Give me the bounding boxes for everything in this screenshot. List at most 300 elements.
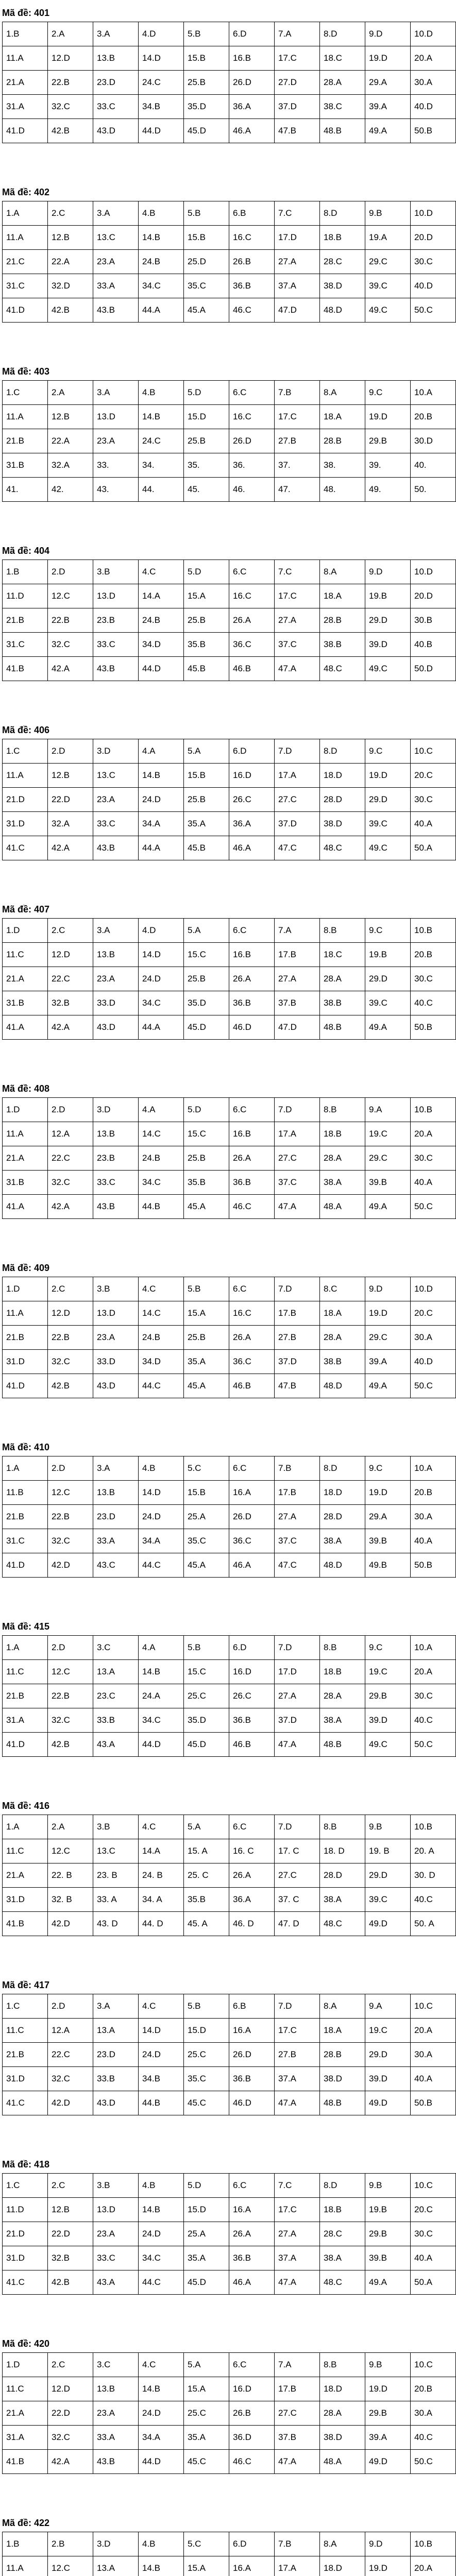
answer-cell: 41.D [3,1374,48,1398]
answer-cell: 45.A [184,298,229,323]
answer-cell: 22.C [48,1146,93,1171]
answer-cell: 32.C [48,2067,93,2091]
answer-cell: 30.B [411,608,456,633]
answer-cell: 29.D [365,1863,411,1888]
answer-cell: 45.A [184,1195,229,1219]
answer-cell: 35.C [184,274,229,298]
answer-table [2,1277,456,1398]
answer-cell: 16.A [229,2019,275,2043]
answer-cell: 16.C [229,226,275,250]
answer-cell: 22. B [48,1863,93,1888]
answer-cell: 3.A [93,919,139,943]
answer-cell: 49.D [365,1912,411,1936]
answer-cell: 10.C [411,1994,456,2019]
answer-cell: 28.A [320,1146,365,1171]
answer-cell: 13.C [93,764,139,788]
answer-cell: 29.B [365,2401,411,2426]
answer-cell: 26.D [229,429,275,453]
answer-cell: 14.C [139,1122,184,1146]
answer-cell: 1.C [3,2174,48,2198]
answer-cell: 22.B [48,608,93,633]
answer-cell: 17.B [275,1301,320,1326]
answer-cell: 41. [3,478,48,502]
answer-cell: 21.B [3,1684,48,1708]
answer-cell: 36.D [229,2426,275,2450]
answer-cell: 20.B [411,2377,456,2401]
answer-cell: 19.D [365,405,411,429]
answer-cell: 19.C [365,1122,411,1146]
answer-cell: 47.B [275,1374,320,1398]
answer-cell: 49.A [365,2270,411,2295]
answer-row [3,812,456,836]
answer-cell: 27.B [275,1326,320,1350]
exam-code-section [2,183,433,352]
answer-cell: 27.D [275,71,320,95]
answer-cell: 49.C [365,657,411,681]
answer-cell: 1.C [3,739,48,764]
answer-cell: 45. A [184,1912,229,1936]
answer-table [2,2352,456,2474]
answer-cell: 42. [48,478,93,502]
answer-cell: 41.D [3,1733,48,1757]
answer-cell: 32.A [48,812,93,836]
answer-cell: 29.C [365,1326,411,1350]
answer-cell: 45.B [184,836,229,860]
answer-cell: 16.C [229,405,275,429]
answer-cell: 49.C [365,836,411,860]
exam-code-title: Mã đề: 418 [2,2159,50,2170]
answer-cell: 3.C [93,2353,139,2377]
answer-cell: 33. A [93,1888,139,1912]
answer-row [3,1326,456,1350]
answer-cell: 3.A [93,1994,139,2019]
answer-cell: 10.C [411,2353,456,2377]
answer-cell: 12.D [48,943,93,967]
answer-cell: 30.A [411,1505,456,1529]
answer-cell: 47.A [275,657,320,681]
answer-cell: 17.C [275,584,320,608]
answer-cell: 20.C [411,1301,456,1326]
answer-cell: 34.C [139,1708,184,1733]
answer-cell: 43.B [93,298,139,323]
answer-cell: 49.C [365,298,411,323]
answer-cell: 6.C [229,1277,275,1301]
answer-cell: 2.D [48,1994,93,2019]
answer-cell: 10.A [411,1456,456,1481]
answer-cell: 23.A [93,2401,139,2426]
answer-cell: 24.C [139,71,184,95]
answer-cell: 39.D [365,2067,411,2091]
answer-cell: 19.B [365,2198,411,2222]
answer-cell: 13.D [93,2198,139,2222]
answer-row [3,919,456,943]
answer-cell: 30.A [411,1326,456,1350]
answer-cell: 41.A [3,1015,48,1040]
answer-row [3,2222,456,2246]
answer-cell: 8.D [320,22,365,46]
answer-cell: 7.C [275,560,320,584]
answer-cell: 31.D [3,1350,48,1374]
answer-row [3,991,456,1015]
answer-cell: 9.B [365,201,411,226]
answer-cell: 14.D [139,46,184,71]
answer-cell: 9.D [365,560,411,584]
answer-cell: 19.D [365,764,411,788]
answer-cell: 18.B [320,1660,365,1684]
answer-cell: 43. [93,478,139,502]
exam-code-title: Mã đề: 420 [2,2338,50,2349]
answer-cell: 36.B [229,2246,275,2270]
answer-cell: 16.D [229,1660,275,1684]
answer-cell: 12.C [48,1839,93,1863]
answer-cell: 13.A [93,1660,139,1684]
answer-cell: 12.D [48,46,93,71]
answer-cell: 45.D [184,2270,229,2295]
answer-cell: 44. D [139,1912,184,1936]
answer-cell: 34.B [139,95,184,119]
answer-cell: 26.A [229,1146,275,1171]
answer-cell: 20.D [411,584,456,608]
answer-cell: 27.C [275,1146,320,1171]
answer-cell: 2.D [48,1098,93,1122]
answer-cell: 34. [139,453,184,478]
answer-cell: 15.C [184,1122,229,1146]
answer-cell: 33.C [93,95,139,119]
answer-cell: 38.A [320,1708,365,1733]
answer-cell: 4.B [139,2532,184,2556]
exam-code-section [2,1618,433,1787]
answer-cell: 44.C [139,1374,184,1398]
answer-cell: 17.D [275,226,320,250]
answer-cell: 38.A [320,1529,365,1553]
answer-cell: 48.C [320,836,365,860]
answer-cell: 26.D [229,1505,275,1529]
answer-cell: 23.A [93,250,139,274]
answer-table [2,1097,456,1219]
exam-code-title: Mã đề: 406 [2,725,50,735]
answer-cell: 24.C [139,429,184,453]
answer-row [3,119,456,143]
answer-cell: 35. [184,453,229,478]
answer-cell: 14.B [139,2377,184,2401]
answer-cell: 28.B [320,2043,365,2067]
answer-cell: 45.C [184,2091,229,2115]
answer-cell: 29.A [365,1505,411,1529]
answer-row [3,764,456,788]
answer-cell: 17.C [275,405,320,429]
answer-cell: 30.A [411,2401,456,2426]
answer-cell: 20.C [411,764,456,788]
answer-cell: 4.A [139,1636,184,1660]
answer-cell: 42.B [48,2270,93,2295]
answer-cell: 47.A [275,2270,320,2295]
answer-cell: 22.B [48,1326,93,1350]
exam-code-title: Mã đề: 417 [2,1980,50,1990]
answer-cell: 43.A [93,1733,139,1757]
answer-cell: 4.C [139,1277,184,1301]
answer-cell: 19.D [365,1301,411,1326]
answer-cell: 37.C [275,633,320,657]
answer-cell: 37. C [275,1888,320,1912]
answer-cell: 46. [229,478,275,502]
answer-cell: 33.C [93,633,139,657]
answer-cell: 9.C [365,919,411,943]
answer-cell: 17.A [275,1122,320,1146]
answer-cell: 30. D [411,1863,456,1888]
answer-cell: 42.A [48,2450,93,2474]
answer-row [3,226,456,250]
answer-cell: 47.A [275,2091,320,2115]
answer-cell: 6.C [229,1098,275,1122]
answer-cell: 20.B [411,943,456,967]
answer-cell: 12.A [48,1122,93,1146]
answer-cell: 30.A [411,2043,456,2067]
answer-cell: 26.D [229,2043,275,2067]
answer-cell: 35.B [184,633,229,657]
answer-cell: 27.B [275,2043,320,2067]
answer-cell: 42.B [48,119,93,143]
answer-cell: 19.A [365,226,411,250]
answer-cell: 14.B [139,1660,184,1684]
answer-cell: 46.C [229,298,275,323]
exam-code-title: Mã đề: 403 [2,366,50,377]
answer-cell: 46.A [229,836,275,860]
answer-cell: 19.C [365,2019,411,2043]
answer-cell: 43.B [93,657,139,681]
answer-cell: 37.D [275,1350,320,1374]
answer-cell: 24.D [139,2401,184,2426]
answer-cell: 17.C [275,46,320,71]
answer-cell: 42.B [48,1733,93,1757]
answer-cell: 13.B [93,2377,139,2401]
answer-cell: 34.C [139,991,184,1015]
answer-cell: 23.D [93,1505,139,1529]
exam-code-title: Mã đề: 415 [2,1621,50,1632]
answer-cell: 16.A [229,1481,275,1505]
answer-cell: 29.D [365,608,411,633]
answer-cell: 24. B [139,1863,184,1888]
answer-cell: 39.C [365,274,411,298]
answer-row [3,2019,456,2043]
answer-cell: 37.C [275,1529,320,1553]
answer-cell: 24.D [139,2043,184,2067]
answer-row [3,1195,456,1219]
answer-cell: 30.C [411,250,456,274]
answer-cell: 47. D [275,1912,320,1936]
answer-cell: 13.D [93,584,139,608]
answer-row [3,2067,456,2091]
answer-cell: 5.A [184,2353,229,2377]
answer-cell: 28.D [320,1505,365,1529]
answer-cell: 50.B [411,1553,456,1578]
answer-cell: 39. [365,453,411,478]
answer-cell: 27.C [275,2401,320,2426]
answer-cell: 39.D [365,1708,411,1733]
answer-cell: 7.B [275,381,320,405]
answer-cell: 28.D [320,1863,365,1888]
answer-cell: 6.D [229,739,275,764]
exam-code-title: Mã đề: 408 [2,1083,50,1094]
answer-cell: 33.D [93,1350,139,1374]
answer-cell: 25.B [184,1326,229,1350]
answer-cell: 21.B [3,608,48,633]
answer-cell: 36.B [229,1708,275,1733]
answer-cell: 40.C [411,1888,456,1912]
answer-cell: 47.C [275,836,320,860]
answer-cell: 32.A [48,453,93,478]
answer-cell: 40.C [411,1708,456,1733]
answer-cell: 15.C [184,943,229,967]
exam-code-section [2,1976,433,2145]
answer-cell: 5.B [184,22,229,46]
answer-cell: 36.C [229,1529,275,1553]
answer-cell: 32.C [48,95,93,119]
answer-row [3,2450,456,2474]
answer-row [3,381,456,405]
answer-cell: 24.D [139,1505,184,1529]
answer-cell: 49.B [365,1553,411,1578]
answer-cell: 46.B [229,1733,275,1757]
answer-cell: 4.D [139,22,184,46]
answer-row [3,1456,456,1481]
answer-cell: 7.B [275,1456,320,1481]
answer-cell: 49.A [365,1015,411,1040]
exam-code-section [2,901,433,1070]
answer-cell: 11.A [3,2556,48,2576]
answer-cell: 35.D [184,95,229,119]
answer-cell: 41.D [3,119,48,143]
exam-code-section [2,1259,433,1428]
answer-cell: 48.A [320,1195,365,1219]
answer-cell: 3.A [93,381,139,405]
answer-cell: 11.C [3,1660,48,1684]
answer-cell: 14.B [139,405,184,429]
answer-cell: 18.A [320,1301,365,1326]
answer-cell: 11.C [3,1839,48,1863]
answer-cell: 48.C [320,657,365,681]
answer-cell: 9.A [365,1098,411,1122]
answer-cell: 6.C [229,560,275,584]
answer-cell: 46.D [229,1015,275,1040]
answer-cell: 40.A [411,1171,456,1195]
answer-cell: 9.C [365,1456,411,1481]
answer-cell: 24.B [139,608,184,633]
answer-cell: 33.A [93,274,139,298]
answer-row [3,1994,456,2019]
answer-cell: 50. [411,478,456,502]
answer-cell: 12.C [48,2556,93,2576]
answer-cell: 1.A [3,1636,48,1660]
answer-cell: 12.D [48,1301,93,1326]
answer-cell: 7.C [275,201,320,226]
answer-cell: 31.B [3,991,48,1015]
answer-cell: 46.A [229,119,275,143]
answer-row [3,584,456,608]
answer-cell: 18.D [320,2556,365,2576]
answer-cell: 33. [93,453,139,478]
answer-cell: 46.D [229,2091,275,2115]
answer-cell: 35.A [184,812,229,836]
answer-cell: 50.C [411,1733,456,1757]
answer-cell: 44.A [139,836,184,860]
answer-cell: 39.D [365,633,411,657]
answer-cell: 7.A [275,919,320,943]
answer-cell: 4.B [139,1456,184,1481]
answer-cell: 15.C [184,1660,229,1684]
answer-cell: 15.D [184,405,229,429]
answer-cell: 3.C [93,1636,139,1660]
answer-cell: 38.A [320,1888,365,1912]
answer-cell: 16.C [229,584,275,608]
answer-cell: 44.B [139,2091,184,2115]
answer-cell: 40.C [411,991,456,1015]
answer-cell: 23. B [93,1863,139,1888]
answer-cell: 14.D [139,1481,184,1505]
answer-cell: 12.B [48,226,93,250]
answer-cell: 12.A [48,2019,93,2043]
answer-cell: 40.A [411,2246,456,2270]
answer-cell: 2.A [48,22,93,46]
answer-cell: 10.D [411,201,456,226]
answer-cell: 34.A [139,812,184,836]
answer-row [3,2532,456,2556]
answer-cell: 50.A [411,836,456,860]
answer-cell: 40.A [411,2067,456,2091]
answer-table [2,380,456,502]
answer-cell: 38.D [320,274,365,298]
answer-cell: 22.D [48,788,93,812]
answer-cell: 30.C [411,967,456,991]
answer-cell: 34.B [139,2067,184,2091]
answer-cell: 39.B [365,2246,411,2270]
answer-cell: 22.B [48,1505,93,1529]
answer-cell: 2.D [48,739,93,764]
answer-cell: 8.A [320,2532,365,2556]
answer-cell: 50.C [411,298,456,323]
answer-cell: 15.B [184,46,229,71]
answer-cell: 25.C [184,2043,229,2067]
answer-cell: 23.B [93,608,139,633]
answer-cell: 42.B [48,1374,93,1398]
answer-row [3,560,456,584]
answer-table [2,918,456,1040]
answer-cell: 15.D [184,2019,229,2043]
answer-row [3,739,456,764]
answer-cell: 17.A [275,764,320,788]
answer-cell: 22.B [48,71,93,95]
answer-cell: 43.B [93,1195,139,1219]
answer-cell: 18.D [320,764,365,788]
answer-cell: 1.B [3,560,48,584]
answer-cell: 25.D [184,250,229,274]
exam-code-section [2,2514,432,2576]
answer-cell: 20.A [411,1660,456,1684]
answer-cell: 20.B [411,405,456,429]
answer-cell: 3.D [93,2532,139,2556]
answer-cell: 18.C [320,943,365,967]
answer-cell: 37.D [275,95,320,119]
answer-cell: 9.A [365,1994,411,2019]
answer-cell: 48.A [320,2450,365,2474]
answer-cell: 12.C [48,1481,93,1505]
answer-cell: 17.C [275,2198,320,2222]
answer-cell: 11.B [3,1481,48,1505]
answer-cell: 17.B [275,943,320,967]
answer-cell: 13.A [93,2556,139,2576]
answer-cell: 43.B [93,836,139,860]
answer-cell: 25.A [184,1505,229,1529]
answer-cell: 27.A [275,2222,320,2246]
